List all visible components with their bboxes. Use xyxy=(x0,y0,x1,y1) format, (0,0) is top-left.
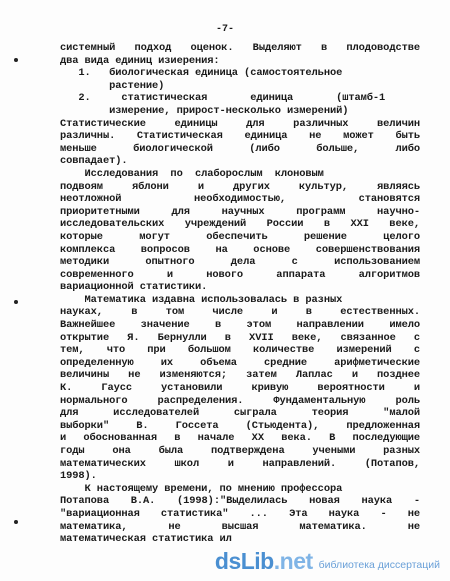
text-line: неотложной необходимостью, становятся xyxy=(60,193,420,206)
text-line: К настоящему времени, по мнению профессора xyxy=(60,482,343,495)
text-line: математических школ и направлений. (Потапов, xyxy=(60,457,420,470)
text-line: которые могут обеспечить решение целого xyxy=(60,230,420,243)
text-line: и обоснованная в начале XX века. В последующие xyxy=(60,432,420,445)
text-line: 2. статистическая единица (штамб-1 xyxy=(60,92,386,105)
text-line: "вариационная статистика" ... Эта наука - не xyxy=(60,507,420,520)
text-line: выборки" В. Госсета (Стьюдента), предложенная xyxy=(60,419,420,432)
text-line: системный подход оценок. Выделяют в плодоводстве xyxy=(60,42,420,54)
text-line: различны. Статистическая единица не может быть xyxy=(60,130,420,143)
text-line: нормального распределения. Фундаментальную роль xyxy=(60,394,420,407)
text-line: приоритетными для научных программ научно- xyxy=(60,205,420,218)
text-line: измерение, прирост-несколько измерений) xyxy=(60,104,349,117)
text-line: определенную их объема средние арифметические xyxy=(60,356,420,369)
text-line: Статистические единицы для различных величин xyxy=(60,117,420,130)
text-line: современного и нового аппарата алгоритмов xyxy=(60,268,420,281)
text-line: открытие Я. Бернулли в XVII веке, связанное с xyxy=(60,331,420,344)
watermark-logo-main: dsLib xyxy=(214,548,274,574)
text-line: математическая статистика ил xyxy=(60,533,232,546)
text-line: методики опытного дела с использованием xyxy=(60,256,420,269)
text-line: величины не изменяются; затем Лаплас и позднее xyxy=(60,369,420,382)
text-line: подвоям яблони и других культур, являясь xyxy=(60,180,420,193)
text-line: совпадает). xyxy=(60,155,128,168)
text-line: Математика издавна использовалась в разных xyxy=(60,293,343,306)
watermark xyxy=(215,548,440,575)
text-line: меньше биологической (либо больше, либо xyxy=(60,142,420,155)
text-line: тем, что при большом количестве измерений с xyxy=(60,344,420,357)
text-line: растение) xyxy=(60,79,165,92)
text-line: математика, не высшая математика. не xyxy=(60,520,420,533)
text-line: два вида единиц изиерения: xyxy=(60,54,220,67)
text-line: науках, в том числе и в естественных. xyxy=(60,306,420,319)
text-line: 1998). xyxy=(60,470,97,483)
binding-hole-mark xyxy=(14,520,18,524)
watermark-logo-accent: .net xyxy=(273,548,313,574)
body-text xyxy=(60,42,420,546)
page-number: -7- xyxy=(215,24,234,35)
text-line: Важнейшее значение в этом направлении имело xyxy=(60,319,420,332)
text-line: Исследования по слаборослым клоновым xyxy=(60,167,324,180)
text-line: К. Гаусс установили кривую вероятности и xyxy=(60,382,420,395)
text-line: для исследователей сыграла теория "малой xyxy=(60,407,420,420)
text-line: исследовательских учреждений России в XXI веке, xyxy=(60,218,420,231)
watermark-logo xyxy=(215,548,313,575)
text-line: комплекса вопросов на основе совершенствования xyxy=(60,243,420,256)
text-line: вариационной статистики. xyxy=(60,281,208,294)
binding-hole-mark xyxy=(14,58,18,62)
binding-hole-mark xyxy=(14,300,18,304)
watermark-subtitle: библиотека диссертаций xyxy=(318,559,440,571)
text-line: Потапова В.А. (1998):"Выделилась новая наука - xyxy=(60,495,420,508)
text-line: годы она была подтверждена учеными разных xyxy=(60,445,420,457)
text-line: 1. биологическая единица (самостоятельное xyxy=(60,67,343,80)
